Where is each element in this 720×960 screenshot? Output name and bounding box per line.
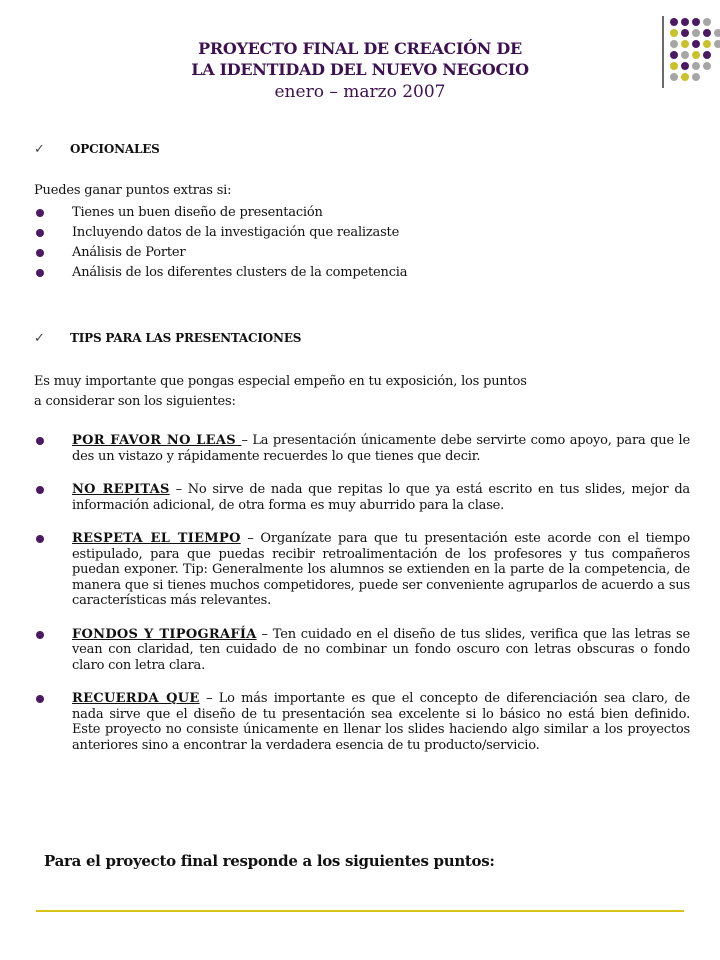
section-title-text: OPCIONALES (70, 142, 160, 156)
bullet-icon (36, 229, 44, 237)
decor-dot (703, 40, 711, 48)
decor-dot (692, 51, 700, 59)
bullet-icon (36, 486, 44, 494)
footer-divider (36, 910, 684, 912)
decor-dot (703, 62, 711, 70)
decorative-vertical-line (662, 16, 664, 88)
final-project-prompt: Para el proyecto final responde a los siguientes puntos: (44, 852, 495, 870)
tips-list (34, 433, 690, 771)
decor-dot (681, 73, 689, 81)
bullet-icon (36, 249, 44, 257)
list-item: Análisis de Porter (34, 243, 407, 263)
decor-dot (692, 29, 700, 37)
title-line-2: LA IDENTIDAD DEL NUEVO NEGOCIO (191, 60, 529, 79)
optional-list (34, 203, 407, 283)
decor-dot (703, 51, 711, 59)
decor-dot (681, 62, 689, 70)
bullet-icon (36, 269, 44, 277)
tip-text: – Lo más importante es que el concepto de diferenciación sea claro, de nada sirve que el diseño de tu presentación sea excelente si lo básico no está bien definido. Este proyecto no consiste únicamente en llenar los slides haciendo algo similar a los proyectos anteriores sino a encontrar la verdadera esencia de tu producto/servicio. (72, 691, 690, 753)
bullet-icon (36, 535, 44, 543)
date-range: enero – marzo 2007 (274, 82, 446, 102)
list-item: Análisis de los diferentes clusters de la competencia (34, 263, 407, 283)
tip-item (34, 691, 690, 753)
checkmark-icon: ✓ (34, 331, 45, 346)
document-header (90, 38, 630, 104)
section-tips-title (34, 331, 301, 346)
decor-dot (681, 51, 689, 59)
checkmark-icon: ✓ (34, 142, 45, 157)
section-optional-title (34, 142, 160, 157)
decor-dot (681, 18, 689, 26)
decor-dot (670, 40, 678, 48)
tip-text: – No sirve de nada que repitas lo que ya está escrito en tus slides, mejor da información adicional, de otra forma es muy aburrido para la clase. (72, 482, 690, 513)
tip-keyword: POR FAVOR NO LEAS (72, 433, 242, 448)
decor-dot (703, 18, 711, 26)
decor-dot (703, 29, 711, 37)
tip-keyword: RECUERDA QUE (72, 691, 200, 706)
tip-keyword: NO REPITAS (72, 482, 170, 497)
decor-dot (670, 51, 678, 59)
bullet-icon (36, 695, 44, 703)
tip-text: – La presentación únicamente debe servirte como apoyo, para que le des un vistazo y rápidamente recuerdes lo que tienes que decir. (72, 433, 690, 464)
bullet-icon (36, 209, 44, 217)
decor-dot (681, 29, 689, 37)
decor-dot (670, 73, 678, 81)
tip-text: – Ten cuidado en el diseño de tus slides, verifica que las letras se vean con claridad, ten cuidado de no combinar un fondo oscuro con letras obscuras o fondo claro con letra clara. (72, 626, 690, 673)
tip-item (34, 531, 690, 609)
tip-item (34, 433, 690, 464)
decor-dot (681, 40, 689, 48)
tips-intro (34, 372, 527, 412)
optional-intro: Puedes ganar puntos extras si: (34, 183, 232, 198)
tips-intro-line-2: a considerar son los siguientes: (34, 394, 236, 409)
decor-dot (692, 40, 700, 48)
decor-dot (714, 29, 720, 37)
tip-item (34, 482, 690, 513)
decor-dot (670, 18, 678, 26)
tip-keyword: FONDOS Y TIPOGRAFÍA (72, 626, 257, 642)
decor-dot (692, 62, 700, 70)
tips-intro-line-1: Es muy importante que pongas especial empeño en tu exposición, los puntos (34, 374, 527, 389)
decor-dot (714, 40, 720, 48)
decor-dot (670, 62, 678, 70)
tip-item (34, 627, 690, 674)
tip-text: – Organízate para que tu presentación este acorde con el tiempo estipulado, para que puedas recibir retroalimentación de los profesores y tus compañeros puedan exponer. Tip: Generalmente los alumnos se extienden en la parte de la competencia, de manera que si tienes muchos competidores, puede ser conveniente agruparlos de acuerdo a sus características más relevantes. (72, 531, 690, 608)
section-title-text: TIPS PARA LAS PRESENTACIONES (70, 331, 302, 345)
decor-dot (670, 29, 678, 37)
list-item: Tienes un buen diseño de presentación (34, 203, 407, 223)
decor-dot (692, 73, 700, 81)
bullet-icon (36, 631, 44, 639)
title-line-1: PROYECTO FINAL DE CREACIÓN DE (198, 39, 522, 58)
tip-keyword: RESPETA EL TIEMPO (72, 531, 241, 546)
decor-dot (692, 18, 700, 26)
bullet-icon (36, 437, 44, 445)
list-item: Incluyendo datos de la investigación que realizaste (34, 223, 407, 243)
